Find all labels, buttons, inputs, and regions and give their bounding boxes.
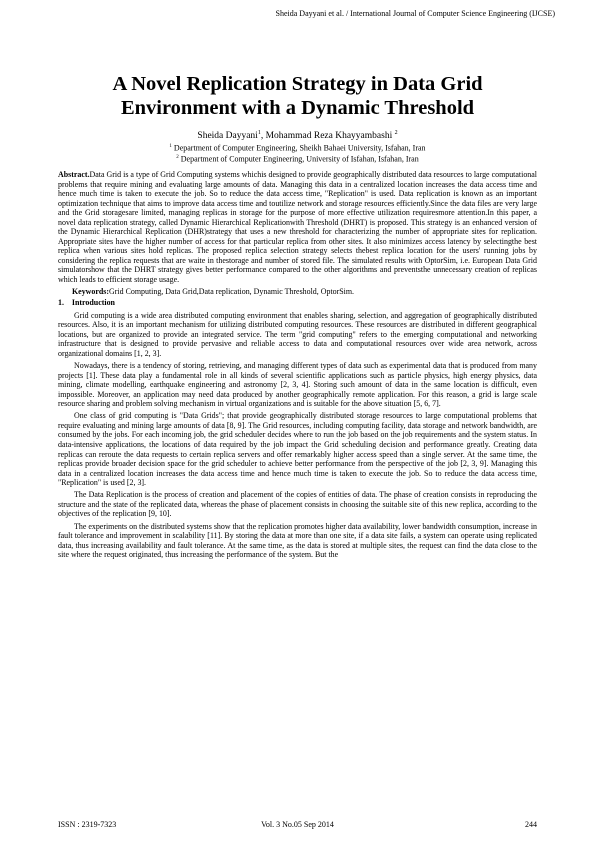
paragraph: The experiments on the distributed systems show that the replication promotes higher data availability, lower bandwidth consumption, increase in fault tolerance and improvement in scalability [11]. By storing the data at more than one site, if a data site fails, a system can operate using replicated data, thus increasing availability and fault tolerance. At the same time, as the data is stored at multiple sites, the request can find the data close to the site where the request originated, thus increasing the performance of the system. But the (58, 521, 537, 560)
title-line-1: A Novel Replication Strategy in Data Grid (112, 73, 483, 95)
paper-body (58, 170, 537, 562)
paragraph: Nowadays, there is a tendency of storing, retrieving, and managing different types of data such as experimental data that is produced from many projects [1]. These data play a fundamental role in all kinds of several scientific applications such as particle physics, high energy physics, data mining, climate modelling, earthquake engineering and astronomy [2, 3, 4]. Storing such amount of data in the same location is difficult, even impossible. Moreover, an application may need data produced by another geographically remote application. For this reason, a grid is large scale resource sharing and problem solving mechanism in virtual organizations and is suitable for the above situation [5, 6, 7]. (58, 360, 537, 409)
affiliation-2 (40, 153, 555, 164)
footer-issn: ISSN : 2319-7323 (58, 820, 117, 829)
section-heading: 1. Introduction (58, 298, 115, 308)
footer-volume: Vol. 3 No.05 Sep 2014 (261, 820, 334, 829)
author-2: Mohammad Reza Khayyambashi (265, 131, 395, 142)
author-names (40, 128, 555, 142)
author-1-sup: 1 (257, 130, 261, 136)
author-block (40, 128, 555, 164)
abstract-label: Abstract. (58, 170, 90, 179)
footer-page-number: 244 (525, 820, 537, 829)
abstract (58, 170, 537, 285)
author-1: Sheida Dayyani (197, 131, 258, 142)
affiliation-1-text: Department of Computer Engineering, Sheikh Bahaei University, Isfahan, Iran (171, 143, 426, 153)
keywords-label: Keywords: (72, 286, 110, 296)
paragraph: One class of grid computing is "Data Grids"; that provide geographically distributed storage resources to large computational problems that require evaluating and mining large amounts of data [8, 9]. The Grid resources, including computing facility, data storage and network bandwidth, are consumed by the jobs. For each incoming job, the grid scheduler decides where to run the job based on the job requirements and the system status. In data-intensive applications, the locations of data required by the job impact the Grid scheduling decision and performance greatly. Creating data replicas can reroute the data requests to certain replica servers and offer remarkably higher access speed than a single server. At the same time, the replicas provide broader decision space for the grid scheduler to achieve better performance from the perspective of the job [2, 3, 9]. Managing this data in a centralized location increases the data access time and hence much time is taken to execute the job. So to reduce the data access time, "Replication" is used [2, 3]. (58, 411, 537, 488)
affiliation-2-sup: 2 (176, 155, 179, 161)
affiliation-1-sup: 1 (169, 144, 172, 150)
abstract-text: Data Grid is a type of Grid Computing systems whichis designed to provide geographically distributed data resources to large computational problems that require mining and evaluating large amounts of data. Managing this data in a centralized location increases the data access time and hence much time is taken to execute the job. So to reduce the data access time, "Replication" is used. Data replication is known as an important optimization technique that aims to improve data access time and toutilize network and storage resources efficiently.Since the data files are very large and the Grid storagesare limited, managing replicas in storage for the purpose of more effective utilization requiresmore attention.In this paper, a novel data replication strategy, called Dynamic Hierarchical Replicationwith Threshold (DHRT) is proposed. This strategy is an enhanced version of the Dynamic Hierarchical Replication (DHR)strategy that uses a new threshold for characterizing the number of appropriate sites for replication. Appropriate sites have the higher number of access for that particular replica from other sites. It also minimizes access latency by selectingthe best replica when various sites hold replicas. The proposed replica selection strategy selects thebest replica location for the users' running jobs by considering the replica requests that are waite in thestorage and number of stored file. The simulated results with OptorSim, i.e. European Data Grid simulatorshow that the DHRT strategy gives better performance compared to the other algorithms and preventsthe unnecessary creation of replicas which leads to efficient storage usage. (58, 170, 537, 285)
author-separator: , (260, 131, 266, 142)
affiliation-1 (40, 142, 555, 153)
keywords (58, 287, 537, 297)
title-line-2: Environment with a Dynamic Threshold (120, 97, 475, 119)
keywords-text: Grid Computing, Data Grid,Data replication, Dynamic Threshold, OptorSim. (109, 286, 355, 296)
affiliation-2-text: Department of Computer Engineering, University of Isfahan, Isfahan, Iran (178, 154, 419, 164)
paragraph: The Data Replication is the process of creation and placement of the copies of entities of data. The phase of creation consists in reproducing the structure and the state of the replicated data, whereas the phase of placement consists in choosing the suitable site of this new replica, according to the objectives of the replication [9, 10]. (58, 490, 537, 519)
paragraph: Grid computing is a wide area distributed computing environment that enables sharing, selection, and aggregation of geographically distributed resources. Also, it is an important mechanism for utilizing distributed computing resources. These resources are distributed in different geographical locations, but are organized to provide an integrated service. The term "grid computing" refers to the emerging computational and networking infrastructure that is designed to provide pervasive and reliable access to data and computational resources over wide area network, across organizational domains [1, 2, 3]. (58, 310, 537, 358)
paper-title (40, 72, 555, 120)
running-head: Sheida Dayyani et al. / International Journal of Computer Science Engineering (IJCSE) (275, 9, 555, 18)
author-2-sup: 2 (394, 130, 398, 136)
